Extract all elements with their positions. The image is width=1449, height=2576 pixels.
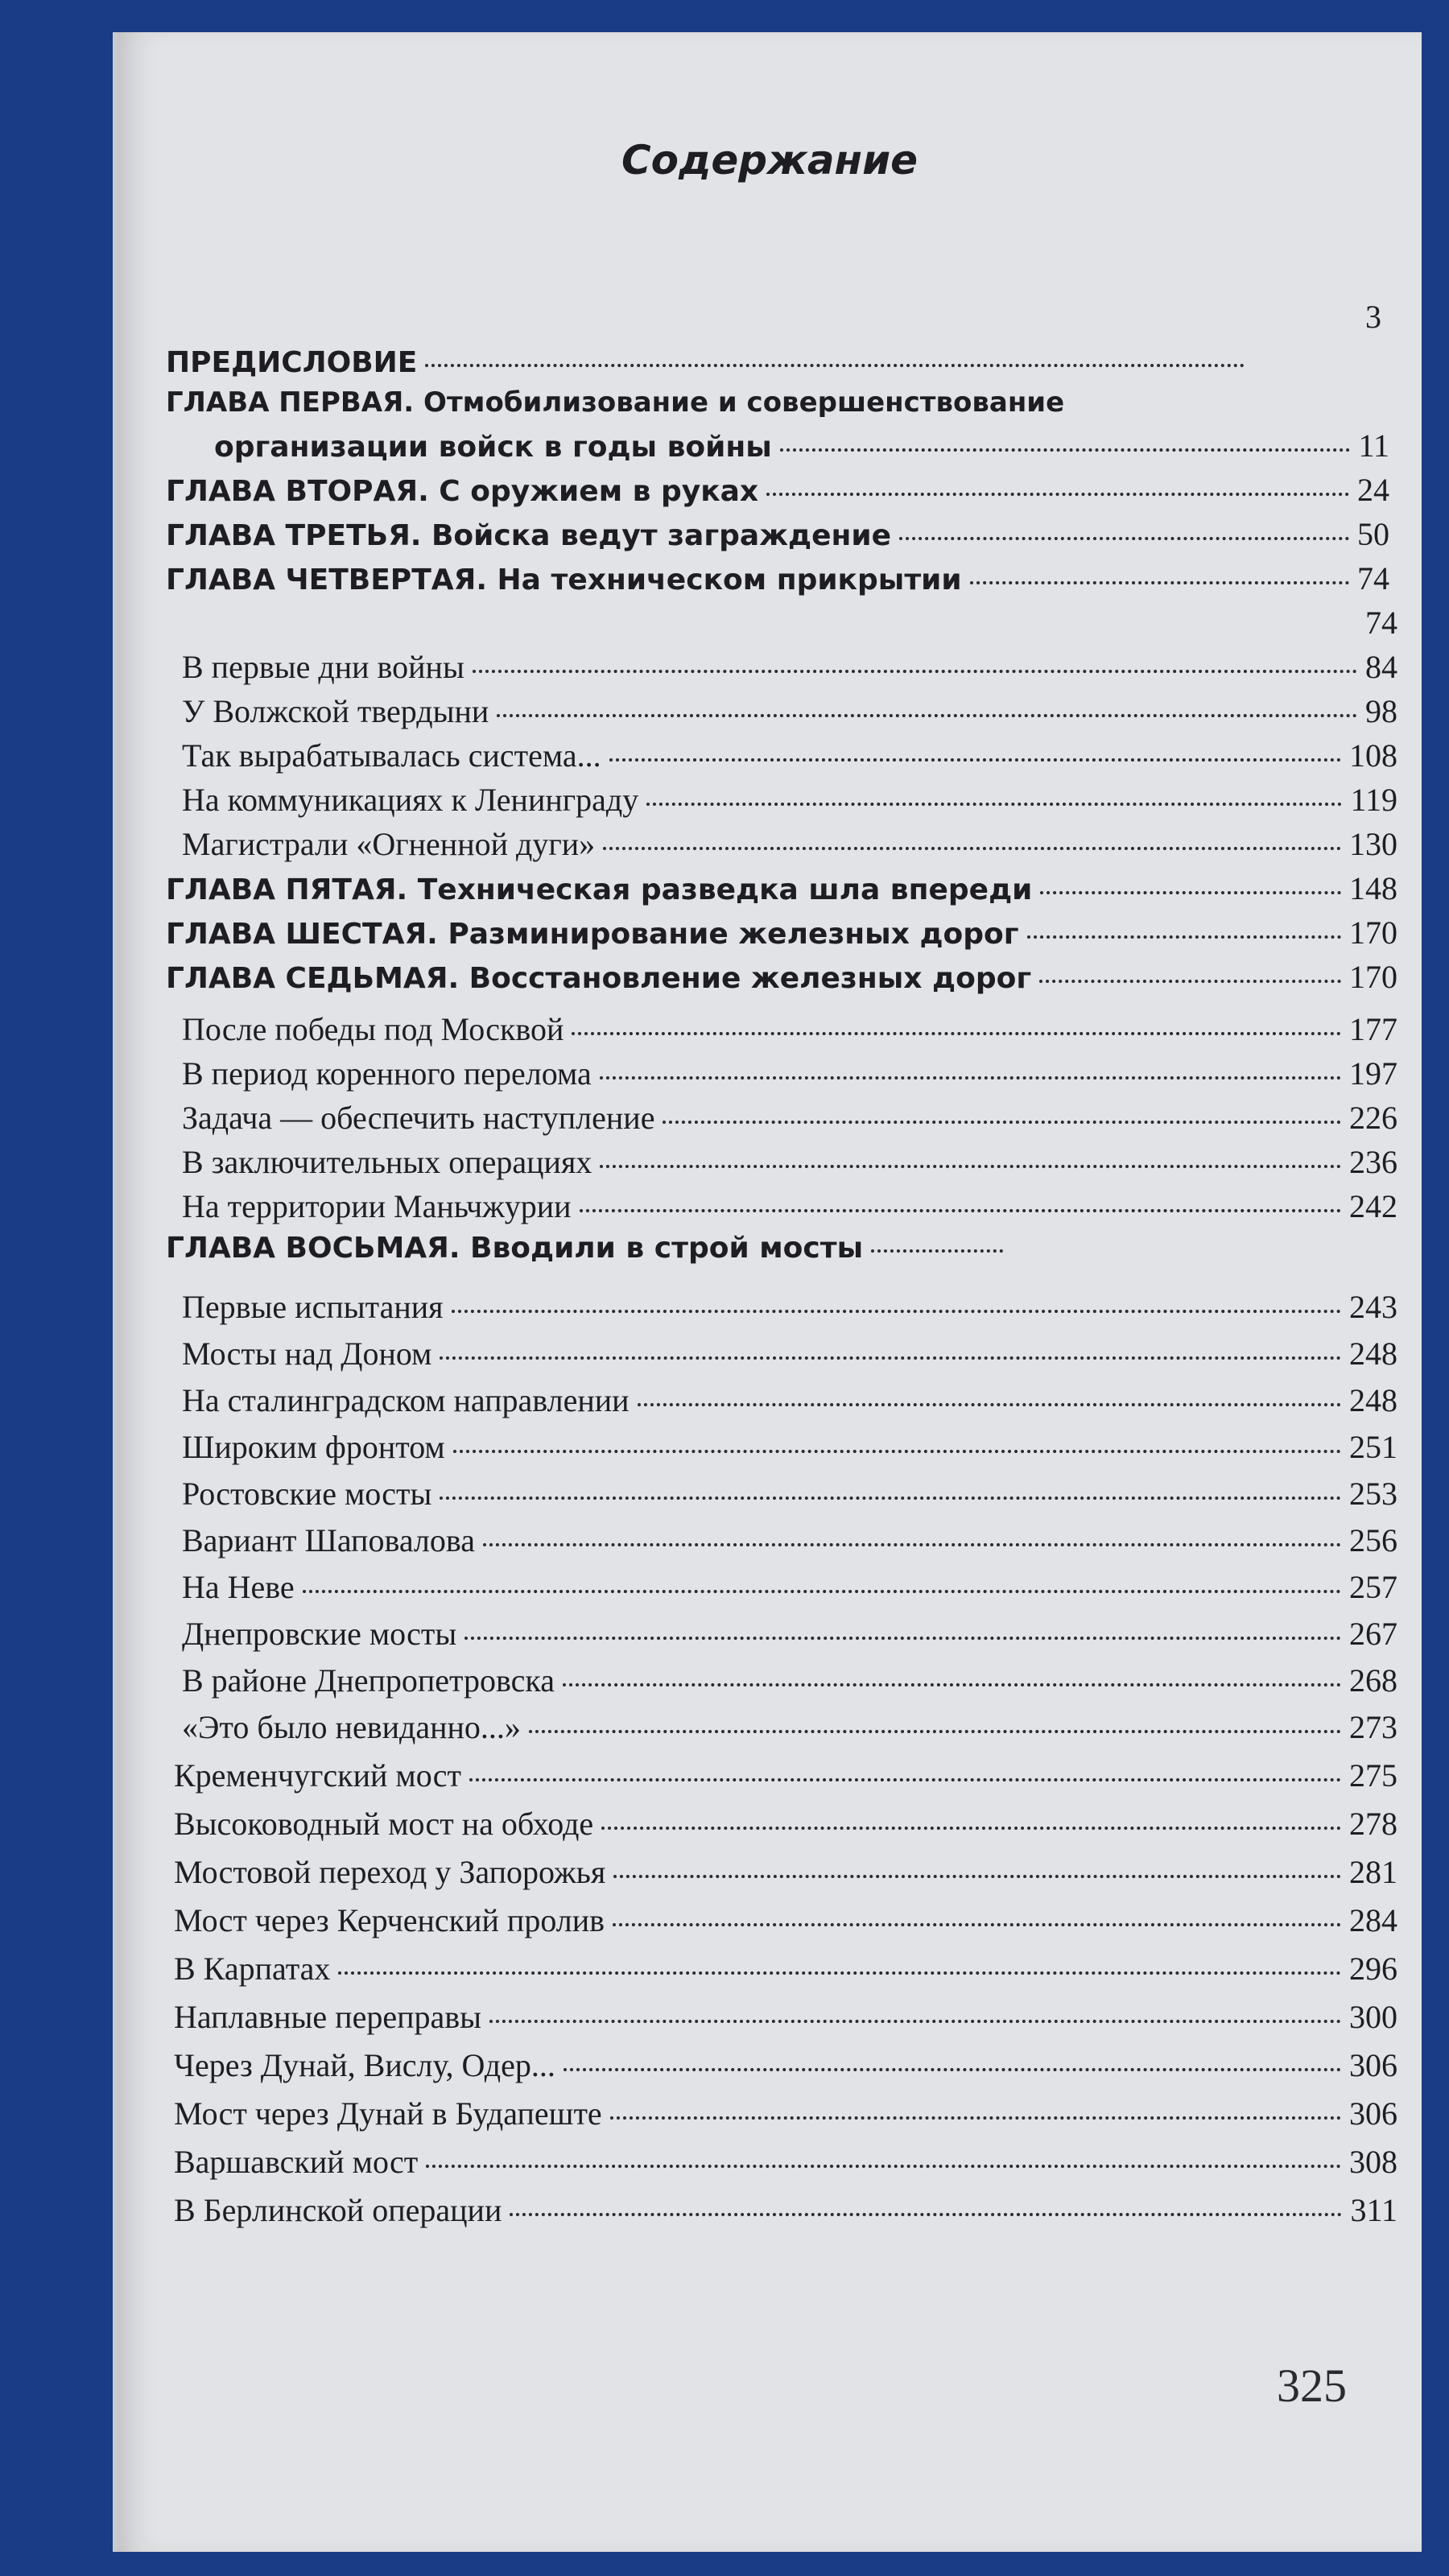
toc-entry-chapter: ГЛАВА ТРЕТЬЯ. Войска ведут заграждение 50 <box>166 516 1389 552</box>
toc-entry-section: Через Дунай, Вислу, Одер... 306 <box>174 2047 1397 2083</box>
toc-entry-preface: ПРЕДИСЛОВИЕ <box>166 346 1253 379</box>
toc-entry-section: Магистрали «Огненной дуги» 130 <box>182 826 1397 862</box>
toc-entry-section: На сталинградском направлении 248 <box>182 1382 1397 1418</box>
toc-chapter-heading: ГЛАВА ПЕРВАЯ. Отмобилизование и совершенствование <box>166 386 1065 419</box>
page-number: 325 <box>1277 2359 1347 2412</box>
toc-entry-section: Задача — обеспечить наступление 226 <box>182 1100 1397 1136</box>
toc-entry-chapter: ГЛАВА ВОСЬМАЯ. Вводили в строй мосты <box>166 1232 1011 1265</box>
toc-entry-section: Ростовские мосты 253 <box>182 1476 1397 1512</box>
toc-entry-chapter: ГЛАВА ПЯТАЯ. Техническая разведка шла впереди 148 <box>166 870 1397 906</box>
toc-entry-section: Варшавский мост 308 <box>174 2144 1397 2180</box>
toc-entry-section: Высоководный мост на обходе 278 <box>174 1806 1397 1842</box>
toc-entry-section: Мосты над Доном 248 <box>182 1335 1397 1372</box>
toc-entry-section: В Берлинской операции 311 <box>174 2192 1397 2228</box>
toc-entry-section: В районе Днепропетровска 268 <box>182 1662 1397 1699</box>
toc-entry-section: У Волжской твердыни 98 <box>182 693 1397 729</box>
toc-entry-section: В первые дни войны 84 <box>182 649 1397 685</box>
toc-entry-section: Днепровские мосты 267 <box>182 1616 1397 1652</box>
toc-entry-section: Наплавные переправы 300 <box>174 1999 1397 2035</box>
toc-entry-chapter: ГЛАВА ШЕСТАЯ. Разминирование железных дорог 170 <box>166 914 1397 951</box>
toc-entry-section: В заключительных операциях 236 <box>182 1144 1397 1180</box>
toc-entry-section: Широким фронтом 251 <box>182 1429 1397 1465</box>
toc-entry-chapter: ГЛАВА ЧЕТВЕРТАЯ. На техническом прикрытии 74 <box>166 560 1389 597</box>
toc-entry-section: «Это было невиданно...» 273 <box>182 1709 1397 1745</box>
toc-entry-section: Вариант Шаповалова 256 <box>182 1522 1397 1558</box>
toc-entry-section: Первые испытания 243 <box>182 1289 1397 1325</box>
toc-entry: 74 <box>1365 605 1397 641</box>
toc-entry-section: Мост через Дунай в Будапеште 306 <box>174 2095 1397 2132</box>
toc-entry-section: Кременчугский мост 275 <box>174 1757 1397 1794</box>
page-title: Содержание <box>621 137 919 184</box>
toc-entry: 3 <box>1365 299 1381 335</box>
book-page <box>113 32 1422 2552</box>
toc-entry-section: После победы под Москвой 177 <box>182 1011 1397 1047</box>
toc-entry-section: В период коренного перелома 197 <box>182 1055 1397 1092</box>
toc-entry-section: На Неве 257 <box>182 1569 1397 1605</box>
toc-entry-chapter: ГЛАВА ВТОРАЯ. С оружием в руках 24 <box>166 472 1389 508</box>
toc-entry: организации войск в годы войны 11 <box>214 427 1389 464</box>
toc-entry-section: В Карпатах 296 <box>174 1951 1397 1987</box>
toc-entry-section: На коммуникациях к Ленинграду 119 <box>182 782 1397 818</box>
toc-entry-section: Мостовой переход у Запорожья 281 <box>174 1854 1397 1890</box>
toc-entry-section: Так вырабатывалась система... 108 <box>182 737 1397 774</box>
toc-entry-chapter: ГЛАВА СЕДЬМАЯ. Восстановление железных дорог 170 <box>166 959 1397 995</box>
toc-entry-section: На территории Маньчжурии 242 <box>182 1188 1397 1224</box>
toc-entry-section: Мост через Керченский пролив 284 <box>174 1902 1397 1938</box>
